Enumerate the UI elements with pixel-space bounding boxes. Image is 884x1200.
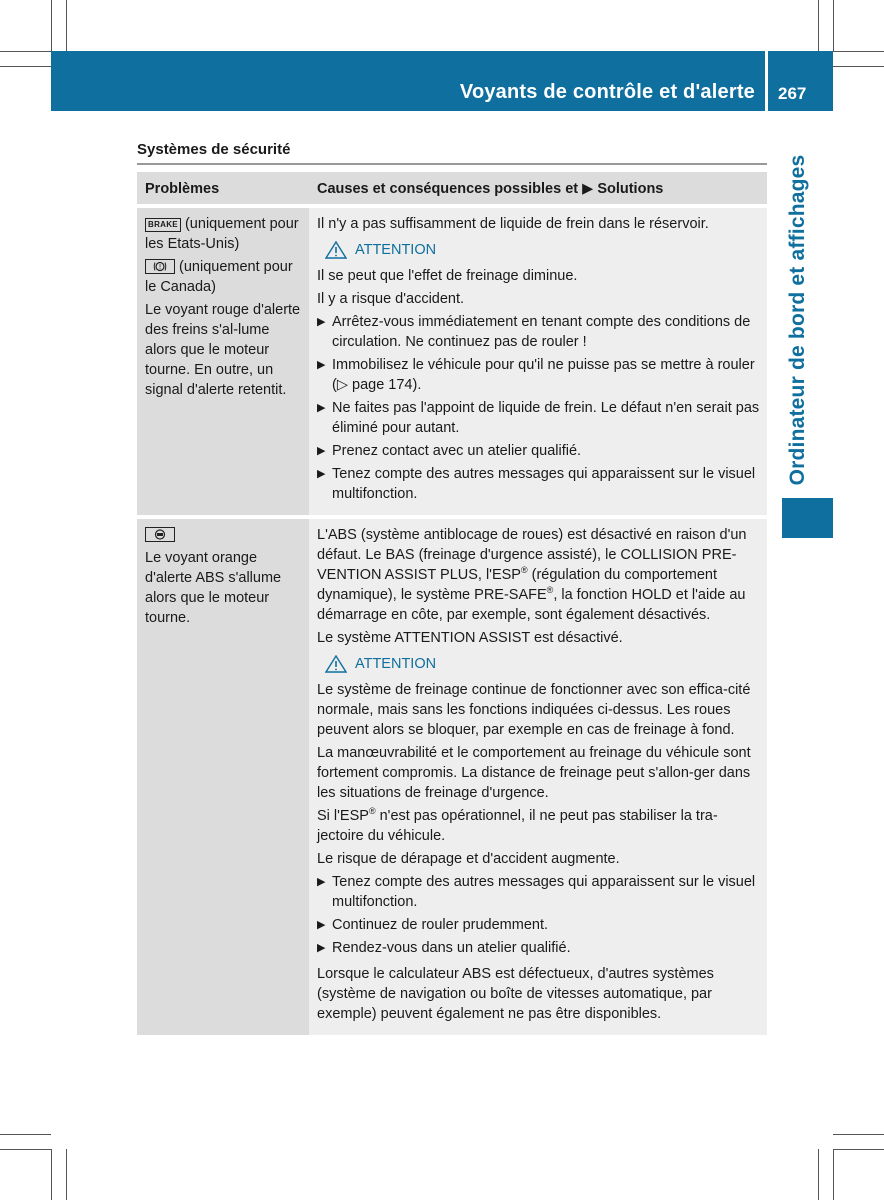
bullet-arrow-icon: ▶ [317, 468, 326, 480]
svg-text:!: ! [158, 263, 162, 272]
registered-mark: ® [546, 585, 554, 596]
crop-mark [0, 1149, 51, 1150]
cause-part: L'ABS (système antiblocage de roues) est désactivé en raison d'un défaut. Le BAS (freinage d'urgence assisté), le COLLISION PRE-VENTION ASSIST PLUS, l'ESP [317, 527, 747, 583]
header-bar [51, 51, 765, 111]
problem-cell [137, 519, 309, 1035]
warning-label: ATTENTION [355, 242, 437, 258]
cause-part: (régulation du comportement dynamique), le système PRE-SAFE [317, 567, 718, 603]
list-item [317, 398, 761, 438]
problem-description: Le voyant rouge d'alerte des freins s'al-lume alors que le moteur tourne. En outre, un signal d'alerte retentit. [145, 302, 301, 398]
warning-heading [317, 240, 761, 260]
problem-description: Le voyant orange d'alerte ABS s'allume alors que le moteur tourne. [145, 550, 282, 626]
section-divider [137, 163, 767, 165]
page-number: 267 [778, 84, 807, 103]
canada-region-text: (uniquement pour le Canada) [145, 259, 293, 295]
crop-mark [833, 51, 884, 52]
closing-text: Lorsque le calculateur ABS est défectueux, d'autres systèmes (système de navigation ou boîte de vitesses automatique, par exemple) peuvent également ne pas être disponibles. [317, 966, 714, 1022]
bullet-arrow-icon: ▶ [317, 919, 326, 931]
page-title: Voyants de contrôle et d'alerte [459, 81, 755, 103]
brake-region-text: (uniquement pour les Etats-Unis) [145, 216, 299, 252]
bullet-text: Continuez de rouler prudemment. [332, 917, 549, 933]
warning-part: Si l'ESP [317, 808, 369, 824]
bullet-text: Prenez contact avec un atelier qualifié. [332, 443, 582, 459]
bullet-arrow-icon: ▶ [317, 942, 326, 954]
warning-text: Il se peut que l'effet de freinage diminue. [317, 268, 578, 284]
bullet-text: Arrêtez-vous immédiatement en tenant compte des conditions de circulation. Ne continuez pas de rouler ! [332, 314, 751, 350]
brake-line [145, 214, 303, 254]
safety-table [137, 172, 767, 1035]
side-tab-marker [782, 498, 833, 538]
crop-mark [833, 0, 834, 51]
abs-icon-line [145, 525, 303, 545]
list-item [317, 441, 761, 461]
list-item [317, 312, 761, 352]
bullet-arrow-icon: ▶ [317, 876, 326, 888]
list-item [317, 938, 761, 958]
warning-text: La manœuvrabilité et le comportement au freinage du véhicule sont fortement compromis. La distance de freinage peut s'allon-ger dans les situations de freinage d'urgence. [317, 745, 751, 801]
registered-mark: ® [368, 806, 376, 817]
warning-heading [317, 654, 761, 674]
bullet-text: Tenez compte des autres messages qui apparaissent sur le visuel multifonction. [332, 466, 756, 502]
cause-text [317, 525, 761, 625]
bullet-text: Immobilisez le véhicule pour qu'il ne puisse pas se mettre à rouler (▷ page 174). [332, 357, 755, 393]
warning-triangle-icon [325, 655, 347, 673]
crop-mark [833, 1149, 884, 1150]
causes-cell [309, 519, 767, 1035]
cause-part: , la fonction HOLD et l'aide au démarrage en côte, par exemple, sont également désactivés. [317, 587, 746, 623]
crop-mark [818, 1149, 819, 1200]
problem-cell [137, 208, 309, 515]
warning-triangle-icon [325, 241, 347, 259]
side-tab [778, 150, 818, 490]
bullet-text: Tenez compte des autres messages qui apparaissent sur le visuel multifonction. [332, 874, 756, 910]
crop-mark [66, 1149, 67, 1200]
list-item [317, 464, 761, 504]
table-row [137, 208, 767, 515]
crop-mark [51, 1149, 52, 1200]
crop-mark [0, 1134, 51, 1135]
table-header [137, 172, 767, 204]
crop-mark [818, 0, 819, 51]
crop-mark [833, 1149, 834, 1200]
cause-text: Le système ATTENTION ASSIST est désactivé. [317, 630, 623, 646]
bullet-arrow-icon: ▶ [317, 445, 326, 457]
crop-mark [0, 51, 51, 52]
brake-circle-icon [145, 259, 175, 274]
warning-part: n'est pas opérationnel, il ne peut pas stabiliser la tra-jectoire du véhicule. [317, 808, 718, 844]
bullet-arrow-icon: ▶ [317, 359, 326, 371]
cause-text: Il n'y a pas suffisamment de liquide de frein dans le réservoir. [317, 216, 709, 232]
warning-text: Le système de freinage continue de fonctionner avec son effica-cité normale, mais sans les fonctions indiquées ci-dessus. Les roues peuvent alors se bloquer, par exemple en cas de freinage à fond. [317, 682, 751, 738]
warning-text: Il y a risque d'accident. [317, 291, 465, 307]
registered-mark: ® [520, 565, 528, 576]
bullet-text: Rendez-vous dans un atelier qualifié. [332, 940, 571, 956]
bullet-arrow-icon: ▶ [317, 316, 326, 328]
brake-warning-icon: BRAKE [145, 218, 181, 232]
canada-line [145, 257, 303, 297]
abs-warning-icon [145, 527, 175, 542]
section-title: Systèmes de sécurité [137, 141, 291, 158]
warning-text [317, 806, 761, 846]
table-row [137, 519, 767, 1035]
warning-text: Le risque de dérapage et d'accident augmente. [317, 851, 620, 867]
side-tab-label: Ordinateur de bord et affichages [786, 154, 809, 486]
bullet-arrow-icon: ▶ [317, 402, 326, 414]
page-number-box [768, 51, 833, 111]
crop-mark [833, 1134, 884, 1135]
crop-mark [0, 66, 51, 67]
bullet-text: Ne faites pas l'appoint de liquide de frein. Le défaut n'en serait pas éliminé pour autant. [332, 400, 760, 436]
crop-mark [66, 0, 67, 51]
crop-mark [51, 0, 52, 51]
list-item [317, 915, 761, 935]
warning-label: ATTENTION [355, 656, 437, 672]
header-problems: Problèmes [145, 181, 220, 197]
list-item [317, 355, 761, 395]
crop-mark [833, 66, 884, 67]
causes-cell [309, 208, 767, 515]
list-item [317, 872, 761, 912]
header-causes: Causes et conséquences possibles et ▶ Solutions [317, 181, 664, 197]
